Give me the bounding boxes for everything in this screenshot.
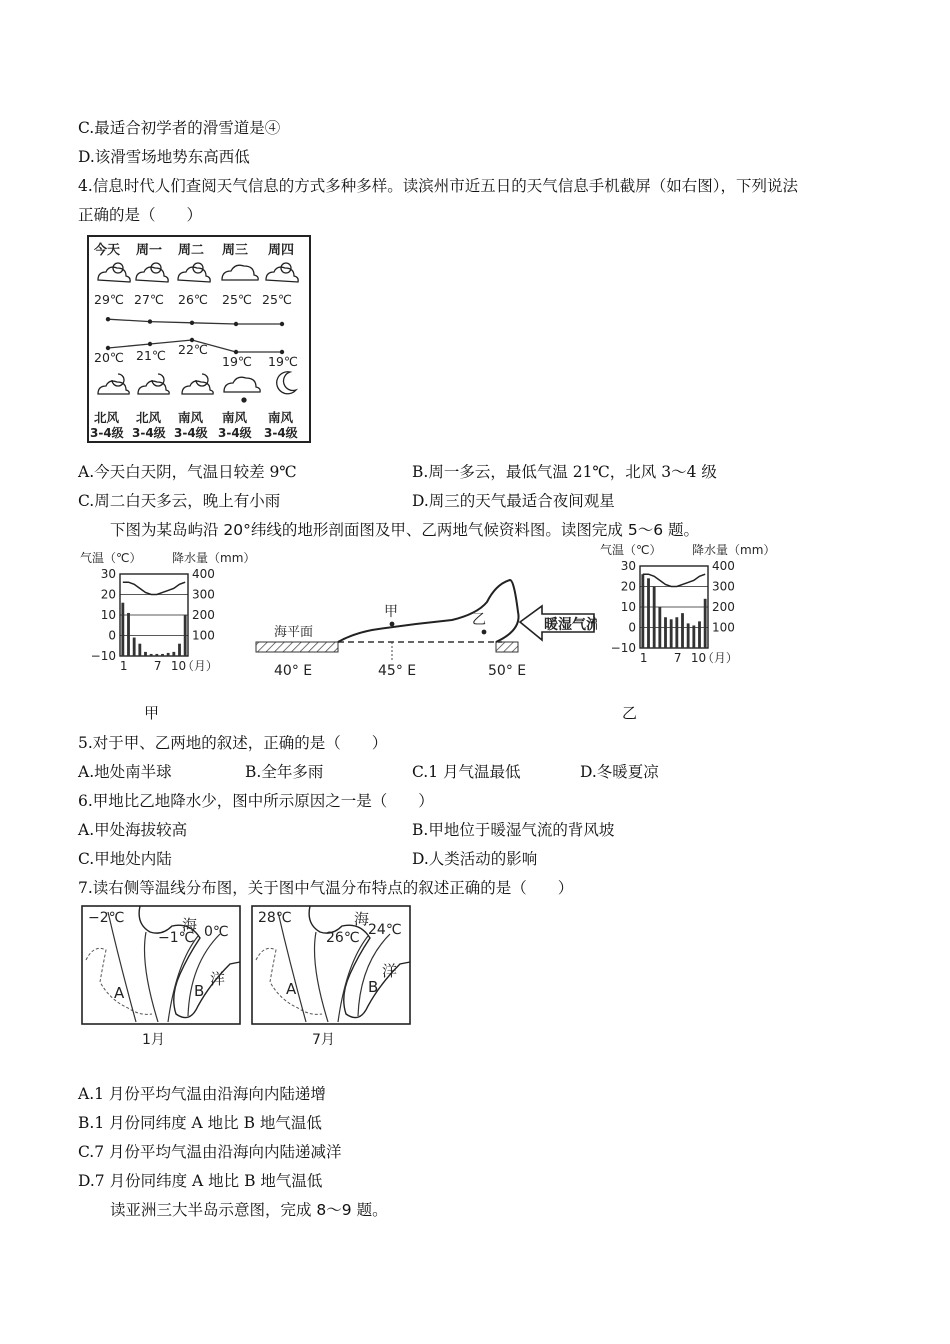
month-tick-label: 7 [673, 651, 682, 665]
weather-low-label: 22℃ [178, 342, 208, 357]
weather-forecast-figure [86, 234, 316, 450]
q7-option-b: B.1 月份同纬度 A 地比 B 地气温低 [78, 1114, 322, 1132]
jan-caption: 1月 [142, 1032, 165, 1048]
precip-tick-label: 300 [712, 579, 735, 594]
caption-jia: 甲 [144, 704, 160, 722]
q4-option-d: D.周三的天气最适合夜间观星 [412, 492, 615, 510]
precip-bar [138, 644, 141, 656]
sea-label: 海 [354, 910, 370, 928]
q4-stem-line1: 4.信息时代人们查阅天气信息的方式多种多样。读滨州市近五日的天气信息手机截屏（如右图），下列说法 [78, 177, 799, 195]
temp-tick-label: 20 [100, 587, 116, 602]
q4-option-a: A.今天白天阴，气温日较差 9℃ [78, 463, 297, 481]
precip-tick-label: 100 [192, 628, 215, 643]
weather-day-label: 周一 [136, 243, 163, 258]
q6-option-a: A.甲处海拔较高 [78, 821, 188, 839]
q6-option-d: D.人类活动的影响 [412, 850, 538, 868]
precip-bar [675, 617, 678, 648]
q7-option-c: C.7 月份平均气温由沿海向内陆递减洋 [78, 1143, 342, 1161]
precip-bar [178, 644, 181, 656]
weather-low-label: 19℃ [222, 354, 252, 369]
month-unit-label: （月） [181, 659, 218, 673]
terrain-profile-svg [252, 572, 597, 682]
precip-tick-label: 300 [192, 587, 215, 602]
iso-label-1: 28℃ [258, 910, 292, 926]
month-unit-label: （月） [701, 651, 738, 665]
temp-tick-label: 30 [620, 559, 636, 573]
lon-50: 50° E [488, 663, 527, 679]
weather-day-label: 今天 [94, 243, 121, 258]
lon-45: 45° E [378, 663, 417, 679]
q5-option-a: A.地处南半球 [78, 763, 172, 781]
weather-high-point [148, 319, 152, 323]
precip-tick-label: 200 [192, 608, 215, 622]
q6-option-c: C.甲地处内陆 [78, 850, 172, 868]
q5-option-c: C.1 月气温最低 [412, 763, 521, 781]
precip-bar [687, 623, 690, 648]
weather-forecast-svg [86, 234, 316, 446]
precip-bar [184, 615, 187, 656]
month-tick-label: 10 [170, 659, 187, 673]
intro-5-6: 下图为某岛屿沿 20°纬线的地形剖面图及甲、乙两地气候资料图。读图完成 5～6 题。 [110, 521, 699, 539]
month-tick-label: 1 [639, 651, 648, 665]
precip-bar [692, 625, 695, 648]
precip-tick-label: 100 [712, 620, 735, 635]
iso-label-3: 0℃ [204, 924, 229, 940]
precip-bar [167, 653, 170, 656]
q3-option-d: D.该滑雪场地势东高西低 [78, 148, 250, 166]
isotherm-map-july [250, 904, 414, 1058]
precip-axis-title: 降水量（mm） [172, 551, 256, 565]
q7-option-d: D.7 月份同纬度 A 地比 B 地气温低 [78, 1172, 323, 1190]
precip-bar [670, 619, 673, 648]
q4-option-c: C.周二白天多云，晚上有小雨 [78, 492, 281, 510]
precip-bar [127, 613, 130, 656]
q6-option-b: B.甲地位于暖湿气流的背风坡 [412, 821, 615, 839]
precip-bar [641, 574, 644, 648]
precip-tick-label: 400 [192, 567, 215, 581]
weather-low-point [148, 342, 152, 346]
q5-option-b: B.全年多雨 [245, 763, 324, 781]
weather-wind-level: 3-4级 [90, 426, 124, 440]
climate-chart-yi [598, 540, 780, 672]
weather-wind-label: 南风 [222, 410, 248, 425]
climate-chart-yi-svg [598, 540, 780, 668]
month-tick-label: 7 [153, 659, 162, 673]
weather-wind-label: 北风 [94, 410, 120, 425]
q5-option-d: D.冬暖夏凉 [580, 763, 659, 781]
q3-option-c: C.最适合初学者的滑雪道是④ [78, 119, 281, 137]
weather-high-point [190, 321, 194, 325]
precip-tick-label: 200 [712, 600, 735, 614]
intro-8-9: 读亚洲三大半岛示意图，完成 8～9 题。 [110, 1201, 388, 1219]
warm-moist-label: 暖湿气流 [544, 617, 597, 633]
weather-wind-level: 3-4级 [264, 426, 298, 440]
temp-tick-label: 0 [108, 628, 116, 643]
weather-wind-level: 3-4级 [174, 426, 208, 440]
ocean-label: 洋 [382, 962, 398, 980]
month-tick-label: 1 [119, 659, 128, 673]
temp-tick-label: −10 [90, 649, 116, 663]
weather-wind-label: 南风 [178, 410, 204, 425]
weather-wind-level: 3-4级 [132, 426, 166, 440]
q7-stem: 7.读右侧等温线分布图，关于图中气温分布特点的叙述正确的是（ ） [78, 879, 574, 897]
terrain-profile [252, 572, 597, 686]
weather-high-point [106, 317, 110, 321]
temp-tick-label: 30 [100, 567, 116, 581]
precip-bar [698, 621, 701, 648]
month-tick-label: 10 [690, 651, 707, 665]
temp-axis-title: 气温（℃） [80, 551, 142, 565]
iso-label-3: 24℃ [368, 922, 402, 938]
weather-wind-label: 北风 [136, 410, 162, 425]
jia-label: 甲 [384, 604, 398, 620]
precip-bar [653, 587, 656, 649]
weather-high-label: 27℃ [134, 292, 164, 307]
iso-label-2: 26℃ [326, 930, 360, 946]
caption-yi: 乙 [622, 704, 638, 722]
weather-low-label: 20℃ [94, 350, 124, 365]
temp-tick-label: 0 [628, 620, 636, 635]
isotherm-jan-svg [80, 904, 244, 1054]
precip-bar [155, 654, 158, 656]
precip-bar [150, 654, 153, 656]
temp-tick-label: −10 [610, 641, 636, 655]
precip-tick-label: 400 [712, 559, 735, 573]
isotherm-jul-svg [250, 904, 414, 1054]
sea-floor-right [496, 642, 518, 652]
point-b-label: B [368, 978, 379, 996]
precip-bar [647, 578, 650, 648]
weather-wind-label: 南风 [268, 410, 294, 425]
weather-high-label: 26℃ [178, 292, 208, 307]
q7-option-a: A.1 月份平均气温由沿海向内陆递增 [78, 1085, 326, 1103]
weather-high-label: 25℃ [262, 292, 292, 307]
temp-tick-label: 10 [620, 600, 636, 614]
weather-day-label: 周二 [178, 243, 205, 258]
temp-tick-label: 10 [100, 608, 116, 622]
yi-point [482, 630, 487, 635]
precip-bar [681, 613, 684, 648]
weather-high-point [280, 322, 284, 326]
precip-bar [704, 599, 707, 648]
temp-axis-title: 气温（℃） [600, 543, 662, 557]
precip-bar [144, 652, 147, 656]
climate-chart-jia [78, 548, 260, 680]
ocean-label: 洋 [210, 970, 226, 988]
jia-point [390, 622, 395, 627]
sea-label: 海 [182, 916, 198, 934]
iso-label-2: −1℃ [158, 930, 195, 946]
q4-option-b: B.周一多云，最低气温 21℃，北风 3～4 级 [412, 463, 717, 481]
weather-day-label: 周三 [222, 243, 249, 258]
q5-stem: 5.对于甲、乙两地的叙述，正确的是（ ） [78, 734, 388, 752]
terrain-line [338, 580, 519, 642]
weather-high-label: 25℃ [222, 292, 252, 307]
precip-bar [658, 607, 661, 648]
weather-day-label: 周四 [268, 243, 295, 258]
q4-stem-line2: 正确的是（ ） [78, 206, 203, 224]
weather-low-label: 19℃ [268, 354, 298, 369]
precip-bar [121, 603, 124, 656]
sea-floor-left [256, 642, 338, 652]
weather-low-label: 21℃ [136, 348, 166, 363]
jul-caption: 7月 [312, 1032, 335, 1048]
weather-high-label: 29℃ [94, 292, 124, 307]
precip-bar [172, 652, 175, 656]
precip-axis-title: 降水量（mm） [692, 543, 776, 557]
point-b-label: B [194, 982, 205, 1000]
weather-wind-level: 3-4级 [218, 426, 252, 440]
iso-label-1: −2℃ [88, 910, 125, 926]
point-a-label: A [114, 984, 125, 1002]
weather-high-point [234, 322, 238, 326]
sea-level-label: 海平面 [274, 625, 314, 640]
q6-stem: 6.甲地比乙地降水少，图中所示原因之一是（ ） [78, 792, 434, 810]
point-a-label: A [286, 980, 297, 998]
precip-bar [161, 654, 164, 656]
yi-label: 乙 [472, 612, 486, 628]
climate-chart-jia-svg [78, 548, 260, 676]
temp-tick-label: 20 [620, 579, 636, 594]
precip-bar [664, 617, 667, 648]
precip-bar [133, 638, 136, 656]
lon-40: 40° E [274, 663, 313, 679]
isotherm-map-january [80, 904, 244, 1058]
